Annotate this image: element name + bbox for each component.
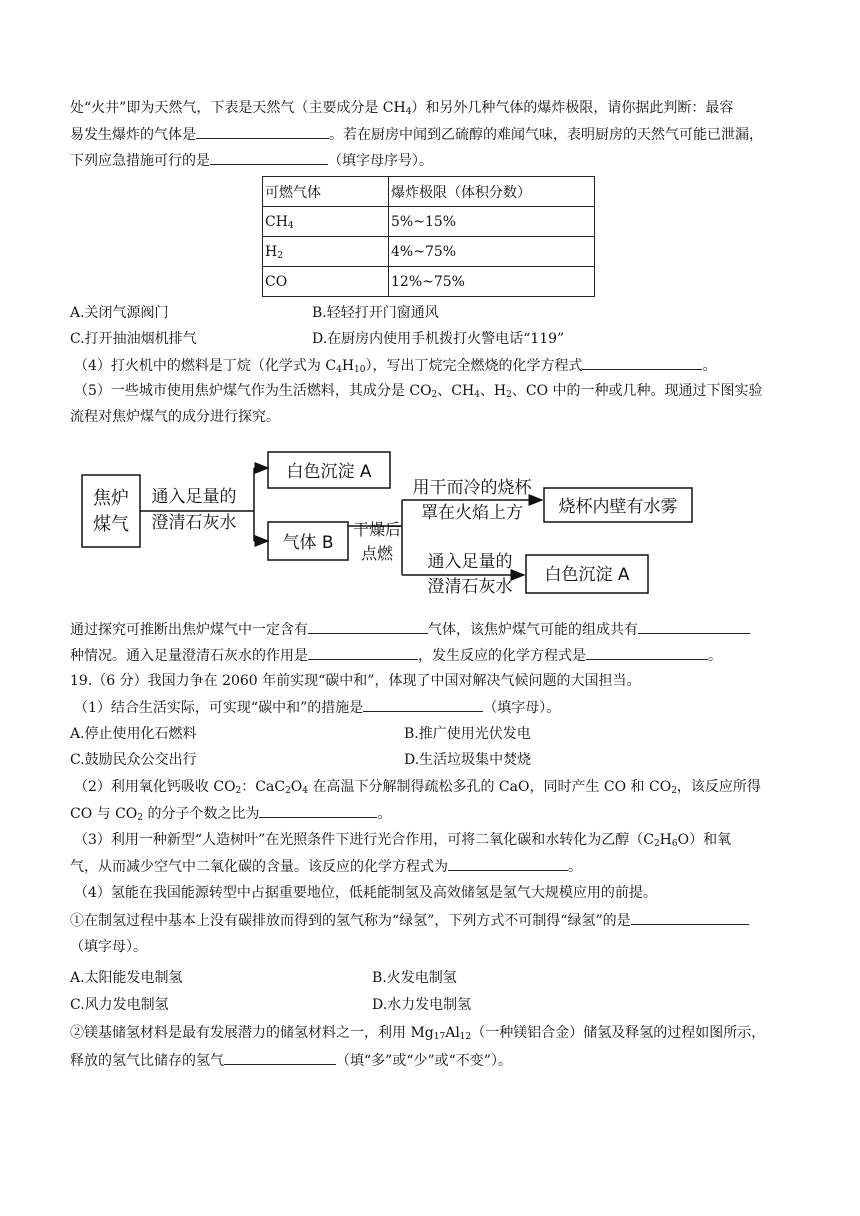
text: 气，从而减少空气中二氧化碳的含量。该反应的化学方程式为 <box>70 859 448 875</box>
question-19-part-3-line-2 <box>70 856 582 876</box>
table-row <box>263 267 595 297</box>
subscript: 4 <box>405 107 412 117</box>
option-a: A.太阳能发电制氢 <box>70 970 183 986</box>
subscript: 4 <box>287 220 294 231</box>
question-19-part-3-line-1 <box>74 830 731 850</box>
option-a: A.停止使用化石燃料 <box>70 726 197 742</box>
text: （填字母序号）。 <box>328 153 433 169</box>
question-5-line-1 <box>74 381 763 401</box>
question-19-part-2-line-1 <box>74 777 761 797</box>
question-19-part-4-2-line-2 <box>70 1050 512 1070</box>
table-row <box>263 237 595 267</box>
q5-conclusion-line-2 <box>70 645 722 665</box>
text: 种情况。通入足量澄清石灰水的作用是 <box>70 648 308 664</box>
option-d: D.水力发电制氢 <box>372 997 472 1013</box>
table-cell-limit: 5%~15% <box>389 207 595 237</box>
explosion-limits-table <box>262 176 595 297</box>
question-5-line-2: 流程对焦炉煤气的成分进行探究。 <box>70 409 280 425</box>
subscript: 2 <box>431 390 438 400</box>
text: 。若在厨房中闻到乙硫醇的难闻气味，表明厨房的天然气可能已泄漏， <box>329 127 763 143</box>
q5-conclusion-line-1 <box>70 619 750 639</box>
gas-name: CO <box>265 273 288 290</box>
step-label: 罩在火焰上方 <box>421 503 523 523</box>
table-row <box>263 207 595 237</box>
subscript: 4 <box>302 786 309 796</box>
text: ，发生反应的化学方程式是 <box>418 648 586 664</box>
gas-b-label: 气体 B <box>282 533 334 553</box>
text: 。 <box>377 806 392 822</box>
table-cell-gas <box>263 237 389 267</box>
subscript: 2 <box>235 786 242 796</box>
question-19-part-4-1-line-2: （填字母）。 <box>70 939 147 955</box>
answer-blank[interactable] <box>224 1050 336 1065</box>
answer-blank[interactable] <box>363 697 483 712</box>
text: ：CaC <box>241 779 286 795</box>
text: （5）一些城市使用焦炉煤气作为生活燃料，其成分是 CO <box>74 383 432 399</box>
text: 、CO 中的一种或几种。现通过下图实验 <box>511 383 763 399</box>
text: H <box>341 358 355 374</box>
intro-line-2 <box>70 124 763 144</box>
subscript: 2 <box>285 786 291 796</box>
table-cell-limit: 12%~75% <box>389 267 595 297</box>
option-b: B.推广使用光伏发电 <box>404 726 531 742</box>
subscript: 10 <box>354 365 366 375</box>
table-header-row <box>263 177 595 207</box>
step-label: 干燥后 <box>352 520 402 539</box>
text: （1）结合生活实际，可实现“碳中和”的措施是 <box>74 700 364 716</box>
option-c: C.风力发电制氢 <box>70 997 169 1013</box>
question-19-part-4-1-line-1 <box>70 910 749 930</box>
table-cell-limit: 4%~75% <box>389 237 595 267</box>
answer-blank[interactable] <box>631 910 749 925</box>
gas-name: H <box>265 243 278 260</box>
text: ）和另外几种气体的爆炸极限，请你据此判断：最容 <box>411 100 734 116</box>
subscript: 2 <box>137 813 144 823</box>
intro-line-3 <box>70 150 433 170</box>
subscript: 17 <box>433 1032 446 1042</box>
text: 气体，该焦炉煤气可能的组成共有 <box>428 622 638 638</box>
subscript: 2 <box>653 839 660 849</box>
step-label: 通入足量的 <box>151 487 237 507</box>
option-c: C.打开抽油烟机排气 <box>70 331 197 347</box>
question-19-title: 19.（6 分）我国力争在 2060 年前实现“碳中和”，体现了中国对解决气候问题的大国担当。 <box>70 673 641 689</box>
question-19-part-2-line-2 <box>70 803 391 823</box>
option-b: B.火发电制氢 <box>372 970 457 986</box>
text: H <box>659 832 672 848</box>
question-4 <box>74 355 716 375</box>
text: （2）利用氧化钙吸收 CO <box>74 779 236 795</box>
precipitate-label: 白色沉淀 A <box>286 462 372 482</box>
table-cell-gas <box>263 207 389 237</box>
text: （4）打火机中的燃料是丁烷（化学式为 C <box>74 358 337 374</box>
answer-blank[interactable] <box>210 150 328 165</box>
step-label: 通入足量的 <box>427 552 513 572</box>
question-19-part-4: （4）氢能在我国能源转型中占据重要地位，低耗能制氢及高效储氢是氢气大规模应用的前提。 <box>74 885 657 901</box>
answer-blank[interactable] <box>448 856 568 871</box>
text: 处“火井”即为天然气，下表是天然气（主要成分是 CH <box>70 100 406 116</box>
text: 、H <box>479 383 507 399</box>
option-b: B.轻轻打开门窗通风 <box>312 305 439 321</box>
text: ②镁基储氢材料是最有发展潜力的储氢材料之一，利用 Mg <box>70 1025 434 1041</box>
text: （填“多”或“少”或“不变”）。 <box>336 1053 512 1069</box>
text: （填字母）。 <box>483 700 561 716</box>
text: 。 <box>702 358 717 374</box>
option-a: A.关闭气源阀门 <box>70 305 169 321</box>
text: O <box>290 779 303 795</box>
gas-name: CH <box>265 213 288 230</box>
subscript: 2 <box>671 786 677 796</box>
option-c: C.鼓励民众公交出行 <box>70 752 197 768</box>
answer-blank[interactable] <box>259 803 377 818</box>
text: 。 <box>568 859 582 875</box>
subscript: 6 <box>671 839 678 849</box>
answer-blank[interactable] <box>586 645 708 660</box>
table-header-cell: 可燃气体 <box>263 177 389 207</box>
text: 的分子个数之比为 <box>143 806 260 822</box>
step-label: 澄清石灰水 <box>151 513 237 533</box>
subscript: 4 <box>474 390 480 400</box>
subscript: 2 <box>277 250 283 261</box>
answer-blank[interactable] <box>308 645 418 660</box>
answer-blank[interactable] <box>196 124 329 139</box>
step-label: 用干而冷的烧杯 <box>412 478 532 498</box>
subscript: 2 <box>506 390 512 400</box>
coke-gas-label-2: 煤气 <box>93 514 129 535</box>
question-19-part-4-2-line-1 <box>70 1023 765 1043</box>
coke-gas-label-1: 焦炉 <box>93 488 129 509</box>
precipitate-label: 白色沉淀 A <box>544 565 630 585</box>
step-label: 点燃 <box>360 544 394 563</box>
text: 易发生爆炸的气体是 <box>70 127 196 143</box>
text: （一种镁铝合金）储氢及释氢的过程如图所示， <box>471 1025 766 1041</box>
text: （3）利用一种新型“人造树叶”在光照条件下进行光合作用，可将二氧化碳和水转化为乙醇（C <box>74 832 654 848</box>
option-d: D.在厨房内使用手机拨打火警电话“119” <box>312 331 565 347</box>
intro-line-1 <box>70 98 733 118</box>
observation-label: 烧杯内壁有水雾 <box>558 497 678 517</box>
answer-blank[interactable] <box>582 355 702 370</box>
table-cell-gas <box>263 267 389 297</box>
text: O）和氧 <box>677 832 732 848</box>
text: 下列应急措施可行的是 <box>70 153 210 169</box>
text: CO 与 CO <box>70 806 138 822</box>
text: ①在制氢过程中基本上没有碳排放而得到的氢气称为“绿氢”，下列方式不可制得“绿氢”的是 <box>70 913 631 929</box>
option-d: D.生活垃圾集中焚烧 <box>404 752 532 768</box>
answer-blank[interactable] <box>308 619 428 634</box>
step-label: 澄清石灰水 <box>427 577 513 597</box>
text: 。 <box>708 648 722 664</box>
subscript: 4 <box>336 365 342 375</box>
text: Al <box>445 1025 460 1041</box>
subscript: 12 <box>459 1032 472 1042</box>
text: 释放的氢气比储存的氢气 <box>70 1053 224 1069</box>
table-header-cell: 爆炸极限（体积分数） <box>389 177 595 207</box>
text: ），写出丁烷完全燃烧的化学方程式 <box>365 358 583 374</box>
experiment-flowchart <box>72 440 732 602</box>
answer-blank[interactable] <box>638 619 750 634</box>
question-19-part-1 <box>74 697 560 717</box>
text: 在高温下分解制得疏松多孔的 CaO，同时产生 CO 和 CO <box>308 779 672 795</box>
text: 通过探究可推断出焦炉煤气中一定含有 <box>70 622 308 638</box>
text: 、CH <box>437 383 475 399</box>
coke-gas-box <box>82 475 140 547</box>
text: ，该反应所得 <box>676 779 761 795</box>
